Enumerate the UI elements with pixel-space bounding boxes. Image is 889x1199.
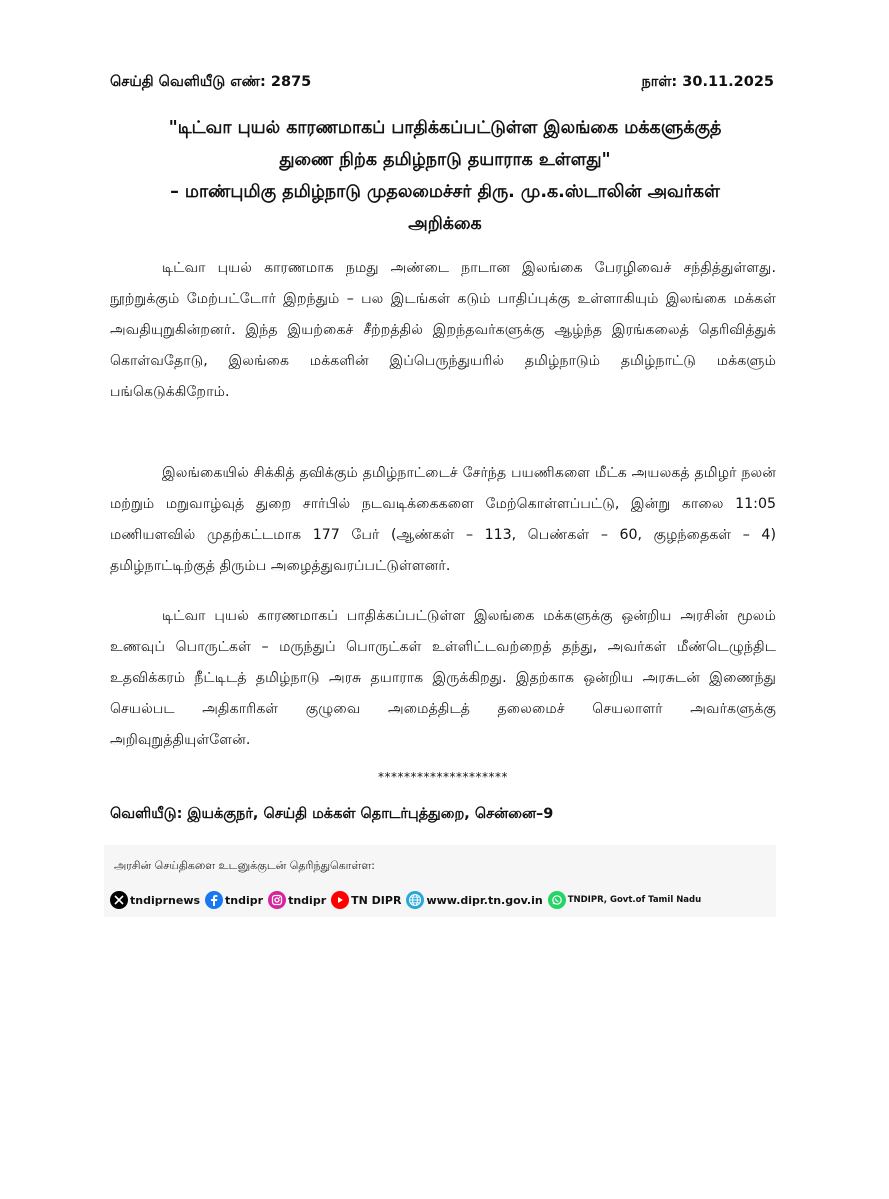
header-row [110,74,774,92]
document-title [100,112,790,240]
social-label: tndiprnews [130,893,201,907]
social-links-row [110,891,706,909]
youtube-icon [331,891,349,909]
separator-stars: ******************** [378,770,508,784]
title-line-1: "டிட்வா புயல் காரணமாகப் பாதிக்கப்பட்டுள்ள இலங்கை மக்களுக்குத் [168,118,722,138]
social-link-facebook[interactable] [205,891,263,909]
title-line-4: அறிக்கை [408,214,482,234]
social-link-youtube[interactable] [331,891,401,909]
body-paragraph-3: டிட்வா புயல் காரணமாகப் பாதிக்கப்பட்டுள்ள இலங்கை மக்களுக்கு ஒன்றிய அரசின் மூலம் உணவுப் பொருட்கள் – மருந்துப் பொருட்கள் உள்ளிட்டவற்றைத் தந்து, அவர்கள் மீண்டெழுந்திட உதவிக்கரம் நீட்டிடத் தமிழ்நாடு அரசு தயாராக இருக்கிறது. இதற்காக ஒன்றிய அரசுடன் இணைந்து செயல்பட அதிகாரிகள் குழுவை அமைத்திடத் தலைமைச் செயலாளர் அவர்களுக்கு அறிவுறுத்தியுள்ளேன். [110,608,776,748]
social-link-instagram[interactable] [268,891,326,909]
x-icon [110,891,128,909]
social-label: tndipr [288,893,327,907]
title-line-2: துணை நிற்க தமிழ்நாடு தயாராக உள்ளது" [279,150,611,170]
social-label: tndipr [225,893,264,907]
social-label: TN DIPR [351,893,402,907]
social-media-box [104,845,776,917]
title-line-3: – மாண்புமிகு தமிழ்நாடு முதலமைச்சர் திரு. மு.க.ஸ்டாலின் அவர்கள் [170,182,720,202]
social-label: www.dipr.tn.gov.in [426,893,543,907]
globe-icon [406,891,424,909]
body-paragraph-1: டிட்வா புயல் காரணமாக நமது அண்டை நாடான இலங்கை பேரழிவைச் சந்தித்துள்ளது. நூற்றுக்கும் மேற்பட்டோர் இறந்தும் – பல இடங்கள் கடும் பாதிப்புக்கு உள்ளாகியும் இலங்கை மக்கள் அவதியுறுகின்றனர். இந்த இயற்கைச் சீற்றத்தில் இறந்தவர்களுக்கு ஆழ்ந்த இரங்கலைத் தெரிவித்துக் கொள்வதோடு, இலங்கை மக்களின் இப்பெருந்துயரில் தமிழ்நாடும் தமிழ்நாட்டு மக்களும் பங்கெடுக்கிறோம். [110,260,776,400]
instagram-icon [268,891,286,909]
release-date: நாள்: 30.11.2025 [641,74,774,90]
whatsapp-icon [548,891,566,909]
facebook-icon [205,891,223,909]
social-label: TNDIPR, Govt.of Tamil Nadu [567,895,702,905]
social-link-website[interactable] [406,891,542,909]
issuer-line: வெளியீடு: இயக்குநர், செய்தி மக்கள் தொடர்புத்துறை, சென்னை–9 [110,806,554,822]
release-number: செய்தி வெளியீடு எண்: 2875 [110,74,312,90]
social-link-x[interactable] [110,891,200,909]
body-paragraph-2: இலங்கையில் சிக்கித் தவிக்கும் தமிழ்நாட்டைச் சேர்ந்த பயணிகளை மீட்க அயலகத் தமிழர் நலன் மற்றும் மறுவாழ்வுத் துறை சார்பில் நடவடிக்கைகளை மேற்கொள்ளப்பட்டு, இன்று காலை 11:05 மணியளவில் முதற்கட்டமாக 177 பேர் (ஆண்கள் – 113, பெண்கள் – 60, குழந்தைகள் – 4) தமிழ்நாட்டிற்குத் திரும்ப அழைத்துவரப்பட்டுள்ளனர். [110,465,776,574]
social-link-whatsapp[interactable] [548,891,701,909]
social-caption: அரசின் செய்திகளை உடனுக்குடன் தெரிந்துகொள்ள: [114,859,375,872]
